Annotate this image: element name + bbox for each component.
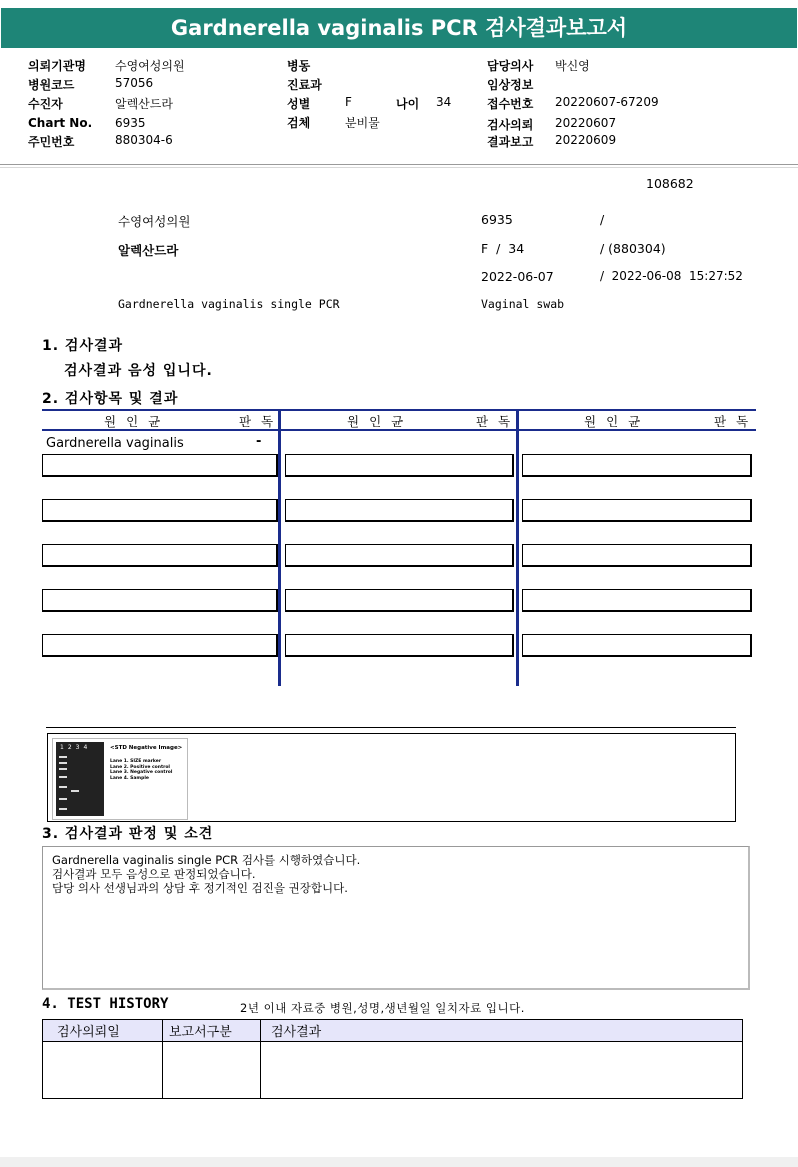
- history-note: 2년 이내 자료중 병원,성명,생년월일 일치자료 입니다.: [240, 1001, 525, 1015]
- hdr-value-hospital: 수영여성의원: [115, 59, 185, 73]
- gel-band: [71, 790, 79, 792]
- gel-legend-4: Lane 4. Sample: [110, 775, 149, 781]
- result-cell: [522, 454, 752, 477]
- hdr-label-specimen: 검체: [287, 116, 311, 130]
- gel-band: [59, 798, 67, 800]
- hdr-label-hospital: 의뢰기관명: [28, 59, 86, 73]
- info-chart: 6935: [481, 212, 513, 227]
- info-test-name: Gardnerella vaginalis single PCR: [118, 297, 340, 311]
- gel-lane-2: 2: [67, 744, 76, 751]
- col-header-pathogen-2: 원인균: [347, 414, 414, 429]
- history-col-report-type: 보고서구분: [163, 1020, 261, 1042]
- result-cell: [42, 499, 278, 522]
- gel-legend-3: Lane 3. Negative control: [110, 770, 173, 775]
- result-cell: [42, 634, 278, 657]
- hdr-label-age: 나이: [396, 97, 420, 111]
- hdr-value-doctor: 박신영: [555, 59, 590, 73]
- hdr-label-chart: Chart No.: [28, 116, 93, 130]
- col-header-result-1: 판독: [239, 414, 284, 429]
- result-cell: [42, 454, 278, 477]
- hdr-label-hospcode: 병원코드: [28, 78, 75, 92]
- hdr-value-request: 20220607: [555, 116, 617, 130]
- hdr-value-hospcode: 57056: [115, 76, 154, 90]
- section2-heading: 2. 검사항목 및 결과: [42, 391, 179, 407]
- gel-lane-1: 1: [60, 744, 68, 751]
- history-cell: [261, 1042, 743, 1099]
- info-patient: 알렉산드라: [118, 243, 179, 258]
- col-header-pathogen-3: 원인균: [584, 414, 651, 429]
- page-footer-bar: [0, 1157, 798, 1167]
- col-header-result-3: 판독: [714, 414, 759, 429]
- result-cell: [285, 544, 514, 567]
- hdr-value-specimen: 분비물: [345, 116, 380, 130]
- history-cell: [43, 1042, 163, 1099]
- info-request-date: 2022-06-07: [481, 269, 554, 284]
- result-cell: [285, 589, 514, 612]
- hdr-label-clinical: 임상정보: [487, 78, 534, 92]
- gel-band: [59, 786, 67, 788]
- hdr-label-receipt: 접수번호: [487, 97, 534, 111]
- section3-heading: 3. 검사결과 판정 및 소견: [42, 826, 214, 842]
- result-cell: [522, 544, 752, 567]
- hdr-label-dept: 진료과: [287, 78, 322, 92]
- gel-band: [59, 808, 67, 810]
- history-table: [42, 1019, 743, 1099]
- gel-top-rule: [46, 727, 736, 728]
- info-report-datetime: / 2022-06-08 15:27:52: [600, 269, 743, 283]
- info-slash: /: [600, 212, 605, 227]
- table-top-line: [42, 409, 756, 411]
- header-divider-shadow: [0, 167, 798, 168]
- hdr-label-patient: 수진자: [28, 97, 63, 111]
- gel-lane-3: 3: [75, 744, 84, 751]
- result-cell: [522, 589, 752, 612]
- info-specimen: Vaginal swab: [481, 297, 565, 311]
- gel-band: [59, 768, 67, 770]
- doc-number: 108682: [646, 176, 694, 191]
- hdr-value-chart: 6935: [115, 116, 146, 130]
- opinion-line-1: Gardnerella vaginalis single PCR 검사를 시행하였습니다.: [52, 853, 361, 867]
- gel-caption: <STD Negative Image>: [110, 745, 183, 751]
- history-col-request-date: 검사의뢰일: [43, 1020, 163, 1042]
- table-divider-2: [516, 409, 519, 686]
- gel-legend-2: Lane 2. Positive control: [110, 764, 170, 770]
- info-hospital: 수영여성의원: [118, 214, 191, 229]
- gel-photo: [56, 742, 104, 816]
- gel-legend-1: Lane 1. SIZE marker: [110, 759, 162, 764]
- hdr-value-idnum: 880304-6: [115, 133, 173, 147]
- history-cell: [163, 1042, 261, 1099]
- hdr-label-request: 검사의뢰: [487, 118, 534, 132]
- result-cell: [522, 499, 752, 522]
- info-birth: / (880304): [600, 241, 666, 256]
- row1-result: -: [256, 434, 262, 449]
- hdr-label-sex: 성별: [287, 97, 311, 111]
- history-col-result: 검사결과: [261, 1020, 743, 1042]
- hdr-value-receipt: 20220607-67209: [555, 95, 659, 109]
- opinion-line-2: 검사결과 모두 음성으로 판정되었습니다.: [52, 867, 256, 881]
- result-cell: [42, 589, 278, 612]
- result-cell: [285, 499, 514, 522]
- result-cell: [285, 454, 514, 477]
- gel-band: [59, 762, 67, 764]
- gel-band: [59, 776, 67, 778]
- header-divider: [0, 164, 798, 165]
- hdr-value-report: 20220609: [555, 133, 617, 147]
- col-header-pathogen-1: 원인균: [104, 414, 171, 429]
- hdr-value-sex: F: [345, 95, 352, 109]
- result-cell: [42, 544, 278, 567]
- hdr-value-patient: 알렉산드라: [115, 97, 173, 111]
- section1-heading: 1. 검사결과: [42, 338, 124, 354]
- opinion-line-3: 담당 의사 선생님과의 상담 후 정기적인 검진을 권장합니다.: [52, 881, 348, 895]
- report-title: Gardnerella vaginalis PCR 검사결과보고서: [1, 8, 797, 48]
- result-cell: [285, 634, 514, 657]
- table-divider-1: [278, 409, 281, 686]
- hdr-label-idnum: 주민번호: [28, 135, 75, 149]
- gel-band: [59, 756, 67, 758]
- opinion-box: [42, 846, 750, 990]
- hdr-label-report: 결과보고: [487, 135, 534, 149]
- result-cell: [522, 634, 752, 657]
- gel-lane-4: 4: [83, 744, 92, 751]
- hdr-value-age: 34: [436, 95, 452, 109]
- row1-pathogen: Gardnerella vaginalis: [46, 436, 184, 451]
- section1-summary: 검사결과 음성 입니다.: [64, 363, 213, 379]
- info-sex-age: F / 34: [481, 241, 525, 256]
- section4-heading: 4. TEST HISTORY: [42, 996, 169, 1012]
- hdr-label-ward: 병동: [287, 59, 311, 73]
- col-header-result-2: 판독: [476, 414, 521, 429]
- hdr-label-doctor: 담당의사: [487, 59, 534, 73]
- gel-image: [52, 738, 188, 820]
